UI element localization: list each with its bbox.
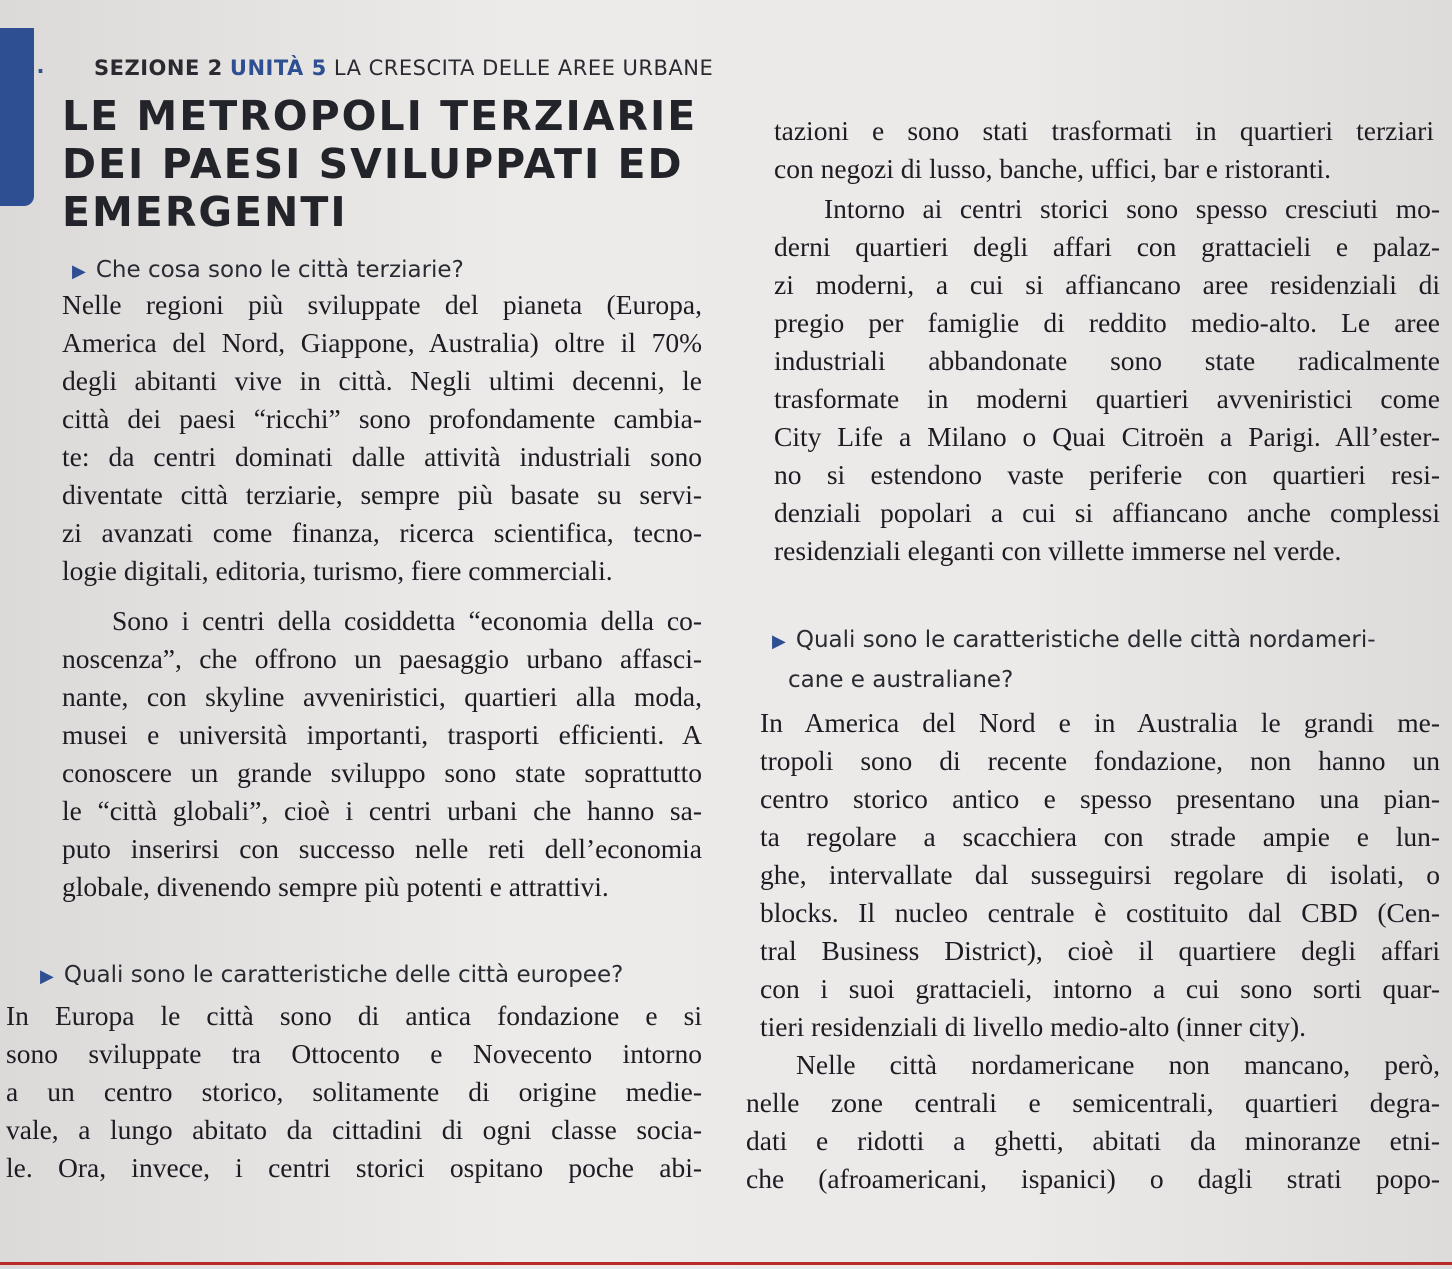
right-column-q3: [762, 620, 1442, 700]
triangle-right-icon: ▶: [772, 631, 786, 652]
header-subtitle: LA CRESCITA DELLE AREE URBANE: [333, 56, 714, 80]
text-line: zi moderni, a cui si affiancano aree residenziali di: [774, 269, 1440, 300]
text-line: le. Ora, invece, i centri storici ospitano poche abi-: [6, 1152, 702, 1183]
text-line: dati e ridotti a ghetti, abitati da minoranze etni-: [746, 1125, 1440, 1156]
text-line: Nelle città nordamericane non mancano, però,: [796, 1049, 1440, 1080]
text-line: denziali popolari a cui si affiancano anche complessi: [774, 497, 1440, 528]
question-heading-continued: cane e australiane?: [788, 667, 1014, 693]
header-dots: ..: [28, 54, 45, 78]
question-heading: ▶ Che cosa sono le città terziarie?: [72, 257, 464, 283]
text-line: Sono i centri della cosiddetta “economia della co-: [112, 605, 702, 636]
right-paragraph-1: [774, 112, 1434, 188]
text-line: ta regolare a scacchiera con strade ampie e lun-: [760, 821, 1440, 852]
text-line: centro storico antico e spesso presentano una pian-: [760, 783, 1440, 814]
page-title: [62, 92, 697, 236]
text-line: tropoli sono di recente fondazione, non hanno un: [760, 745, 1440, 776]
text-line: degli abitanti vive in città. Negli ultimi decenni, le: [62, 365, 702, 396]
text-line: vale, a lungo abitato da cittadini di ogni classe socia-: [6, 1114, 702, 1145]
text-line: conoscere un grande sviluppo sono state soprattutto: [62, 757, 702, 788]
text-line: industriali abbandonate sono state radicalmente: [774, 345, 1440, 376]
text-line: pregio per famiglie di reddito medio-alto. Le aree: [774, 307, 1440, 338]
question-heading: ▶ Quali sono le caratteristiche delle città europee?: [40, 962, 624, 988]
text-line: a un centro storico, solitamente di origine medie-: [6, 1076, 702, 1107]
text-line: logie digitali, editoria, turismo, fiere commerciali.: [62, 555, 613, 586]
left-paragraph-1: [62, 286, 702, 590]
text-line: In America del Nord e in Australia le grandi me-: [760, 707, 1440, 738]
text-line: città dei paesi “ricchi” sono profondamente cambia-: [62, 403, 702, 434]
text-line: derni quartieri degli affari con grattacieli e palaz-: [774, 231, 1440, 262]
text-line: con negozi di lusso, banche, uffici, bar e ristoranti.: [774, 153, 1331, 184]
left-column-q2: [30, 955, 710, 995]
text-line: residenziali eleganti con villette immerse nel verde.: [774, 535, 1342, 566]
page-bottom-rule: [0, 1262, 1452, 1265]
running-header: [28, 54, 714, 80]
text-line: puto inserirsi con successo nelle reti dell’economia: [62, 833, 702, 864]
text-line: tral Business District), cioè il quartiere degli affari: [760, 935, 1440, 966]
text-line: blocks. Il nucleo centrale è costituito dal CBD (Cen-: [760, 897, 1440, 928]
text-line: zi avanzati come finanza, ricerca scientifica, tecno-: [62, 517, 702, 548]
text-line: no si estendono vaste periferie con quartieri resi-: [774, 459, 1440, 490]
header-section: SEZIONE 2: [94, 56, 223, 80]
left-paragraph-3: [6, 997, 702, 1187]
right-paragraph-3: [760, 704, 1440, 1046]
text-line: noscenza”, che offrono un paesaggio urbano affasci-: [62, 643, 702, 674]
left-paragraph-2: [62, 602, 702, 906]
title-line: DEI PAESI SVILUPPATI ED: [62, 140, 684, 188]
text-line: trasformate in moderni quartieri avveniristici come: [774, 383, 1440, 414]
text-line: ghe, intervallate dal susseguirsi regolare di isolati, o: [760, 859, 1440, 890]
triangle-right-icon: ▶: [72, 261, 86, 282]
text-line: Nelle regioni più sviluppate del pianeta (Europa,: [62, 289, 702, 320]
title-line: EMERGENTI: [62, 188, 348, 236]
text-line: che (afroamericani, ispanici) o dagli strati popo-: [746, 1163, 1440, 1194]
text-line: globale, divenendo sempre più potenti e attrattivi.: [62, 871, 609, 902]
text-line: sono sviluppate tra Ottocento e Novecento intorno: [6, 1038, 702, 1069]
text-line: tazioni e sono stati trasformati in quartieri terziari: [774, 115, 1434, 146]
text-line: diventate città terziarie, sempre più basate su servi-: [62, 479, 702, 510]
question-heading: ▶ Quali sono le caratteristiche delle città nordameri-: [772, 627, 1376, 653]
right-paragraph-2: [774, 190, 1440, 570]
triangle-right-icon: ▶: [40, 966, 54, 987]
header-unit: UNITÀ 5: [229, 56, 327, 80]
text-line: tieri residenziali di livello medio-alto (inner city).: [760, 1011, 1306, 1042]
text-line: con i suoi grattacieli, intorno a cui sono sorti quar-: [760, 973, 1440, 1004]
text-line: In Europa le città sono di antica fondazione e si: [6, 1000, 702, 1031]
text-line: City Life a Milano o Quai Citroën a Parigi. All’ester-: [774, 421, 1440, 452]
text-line: musei e università importanti, trasporti efficienti. A: [62, 719, 702, 750]
text-line: America del Nord, Giappone, Australia) oltre il 70%: [62, 327, 702, 358]
text-line: le “città globali”, cioè i centri urbani che hanno sa-: [62, 795, 702, 826]
text-line: te: da centri dominati dalle attività industriali sono: [62, 441, 702, 472]
left-column-q1: [62, 250, 702, 290]
text-line: nante, con skyline avveniristici, quartieri alla moda,: [62, 681, 702, 712]
title-line: LE METROPOLI TERZIARIE: [62, 92, 698, 140]
text-line: nelle zone centrali e semicentrali, quartieri degra-: [746, 1087, 1440, 1118]
right-paragraph-4: [746, 1046, 1440, 1198]
text-line: Intorno ai centri storici sono spesso cresciuti mo-: [824, 193, 1440, 224]
